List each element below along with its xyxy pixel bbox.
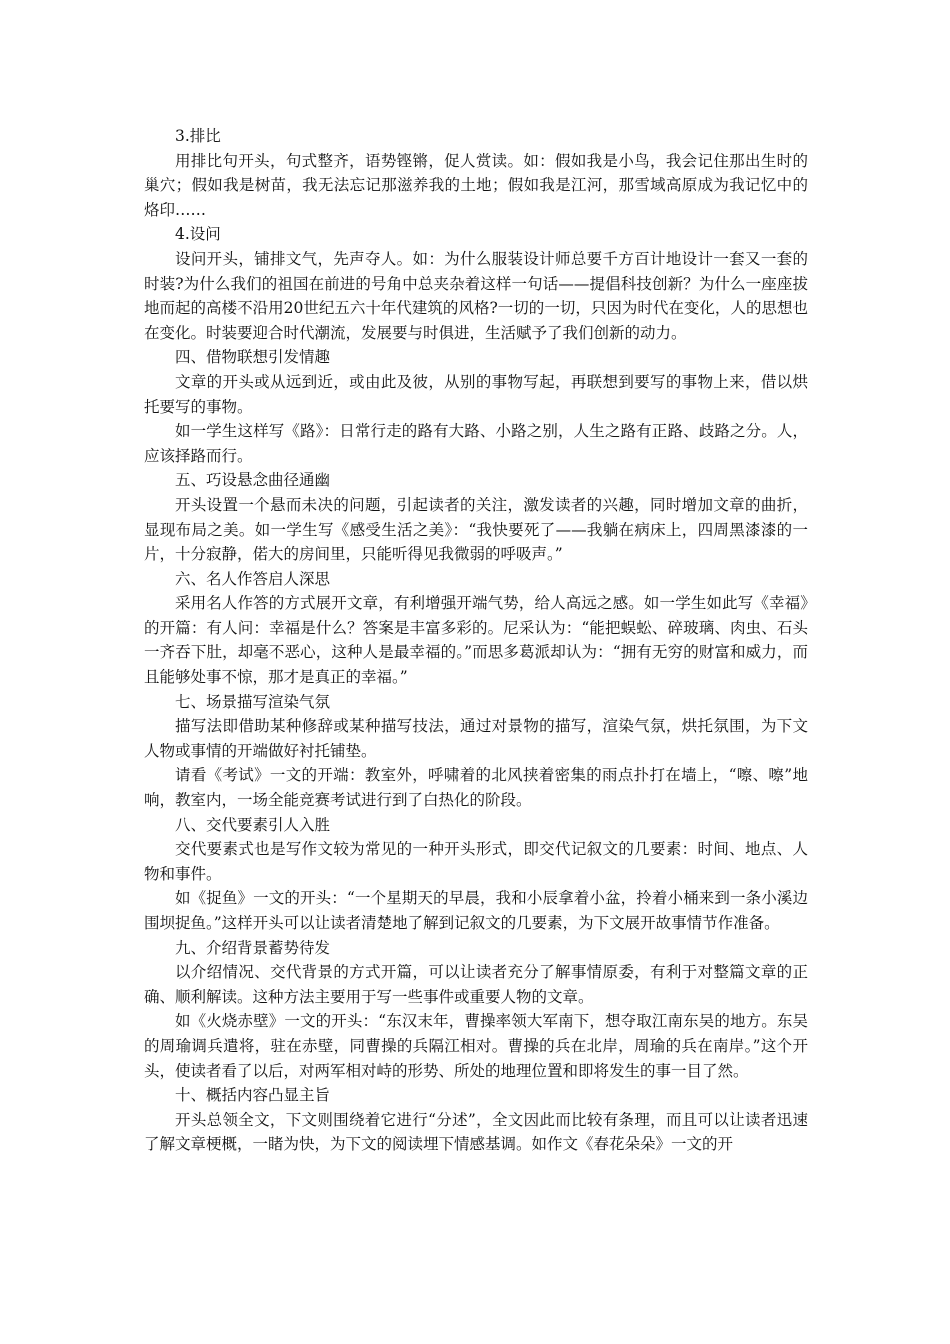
heading-section-9: 九、介绍背景蓄势待发 [175,938,331,957]
heading-rhetorical-question: 4.设问 [175,225,221,244]
paragraph-section-7-a: 描写法即借助某种修辞或某种描写技法，通过对景物的描写，渲染气氛，烘托氛围，为下文人物或事情的开端做好衬托铺垫。 [144,717,808,760]
paragraph-parallelism: 用排比句开头，句式整齐，语势铿锵，促人赏读。如：假如我是小鸟，我会记住那出生时的巢穴；假如我是树苗，我无法忘记那滋养我的土地；假如我是江河，那雪域高原成为我记忆中的烙印…… [144,151,808,219]
paragraph-section-9-b: 如《火烧赤壁》一文的开头：“东汉末年，曹操率领大军南下，想夺取江南东吴的地方。东吴的周瑜调兵遣将，驻在赤壁，同曹操的兵隔江相对。曹操的兵在北岸，周瑜的兵在南岸。”这个开头，使读者看了以后，对两军相对峙的形势、所处的地理位置和即将发生的事一目了然。 [144,1012,808,1080]
heading-section-10: 十、概括内容凸显主旨 [175,1086,331,1105]
heading-section-5: 五、巧设悬念曲径通幽 [175,471,331,490]
heading-parallelism: 3.排比 [175,127,221,145]
heading-section-6: 六、名人作答启人深思 [175,569,331,588]
heading-section-8: 八、交代要素引人入胜 [175,815,331,834]
paragraph-section-5: 开头设置一个悬而未决的问题，引起读者的关注，激发读者的兴趣，同时增加文章的曲折，显现布局之美。如一学生写《感受生活之美》：“我快要死了——我躺在病床上，四周黑漆漆的一片，十分寂静，偌大的房间里，只能听得见我微弱的呼吸声。” [144,495,808,564]
paragraph-section-4-b: 如一学生这样写《路》：日常行走的路有大路、小路之别，人生之路有正路、歧路之分。人，应该择路而行。 [144,422,808,465]
paragraph-section-8-a: 交代要素式也是写作文较为常见的一种开头形式，即交代记叙文的几要素：时间、地点、人物和事件。 [144,840,808,883]
paragraph-section-10: 开头总领全文，下文则围绕着它进行“分述”，全文因此而比较有条理，而且可以让读者迅速了解文章梗概，一睹为快，为下文的阅读埋下情感基调。如作文《春花朵朵》一文的开 [144,1110,808,1154]
paragraph-section-9-a: 以介绍情况、交代背景的方式开篇，可以让读者充分了解事情原委，有利于对整篇文章的正确、顺利解读。这种方法主要用于写一些事件或重要人物的文章。 [144,963,808,1006]
paragraph-section-4-a: 文章的开头或从远到近，或由此及彼，从别的事物写起，再联想到要写的事物上来，借以烘托要写的事物。 [144,372,808,416]
heading-section-4: 四、借物联想引发情趣 [175,348,331,367]
document-body [144,124,808,1157]
paragraph-section-6: 采用名人作答的方式展开文章，有利增强开端气势，给人高远之感。如一学生如此写《幸福》的开篇：有人问：幸福是什么？答案是丰富多彩的。尼采认为：“能把蜈蚣、碎玻璃、肉虫、石头一齐吞下肚，却毫不恶心，这种人是最幸福的。”而思多葛派却认为：“拥有无穷的财富和威力，而且能够处事不惊，那才是真正的幸福。” [144,594,808,687]
paragraph-section-8-b: 如《捉鱼》一文的开头：“一个星期天的早晨，我和小辰拿着小盆，拎着小桶来到一条小溪边围坝捉鱼。”这样开头可以让读者清楚地了解到记叙文的几要素，为下文展开故事情节作准备。 [144,889,808,932]
heading-section-7: 七、场景描写渲染气氛 [175,692,331,711]
paragraph-section-7-b: 请看《考试》一文的开端：教室外，呼啸着的北风挟着密集的雨点扑打在墙上，“嚓、嚓”地响，教室内，一场全能竞赛考试进行到了白热化的阶段。 [144,766,808,810]
paragraph-rhetorical-question: 设问开头，铺排文气，先声夺人。如：为什么服装设计师总要千方百计地设计一套又一套的时装?为什么我们的祖国在前进的号角中总夹杂着这样一句话——提倡科技创新？为什么一座座拔地而起的高楼不沿用20世纪五六十年代建筑的风格?一切的一切，只因为时代在变化，人的思想也在变化。时装要迎合时代潮流，发展要与时俱进，生活赋予了我们创新的动力。 [144,249,808,342]
